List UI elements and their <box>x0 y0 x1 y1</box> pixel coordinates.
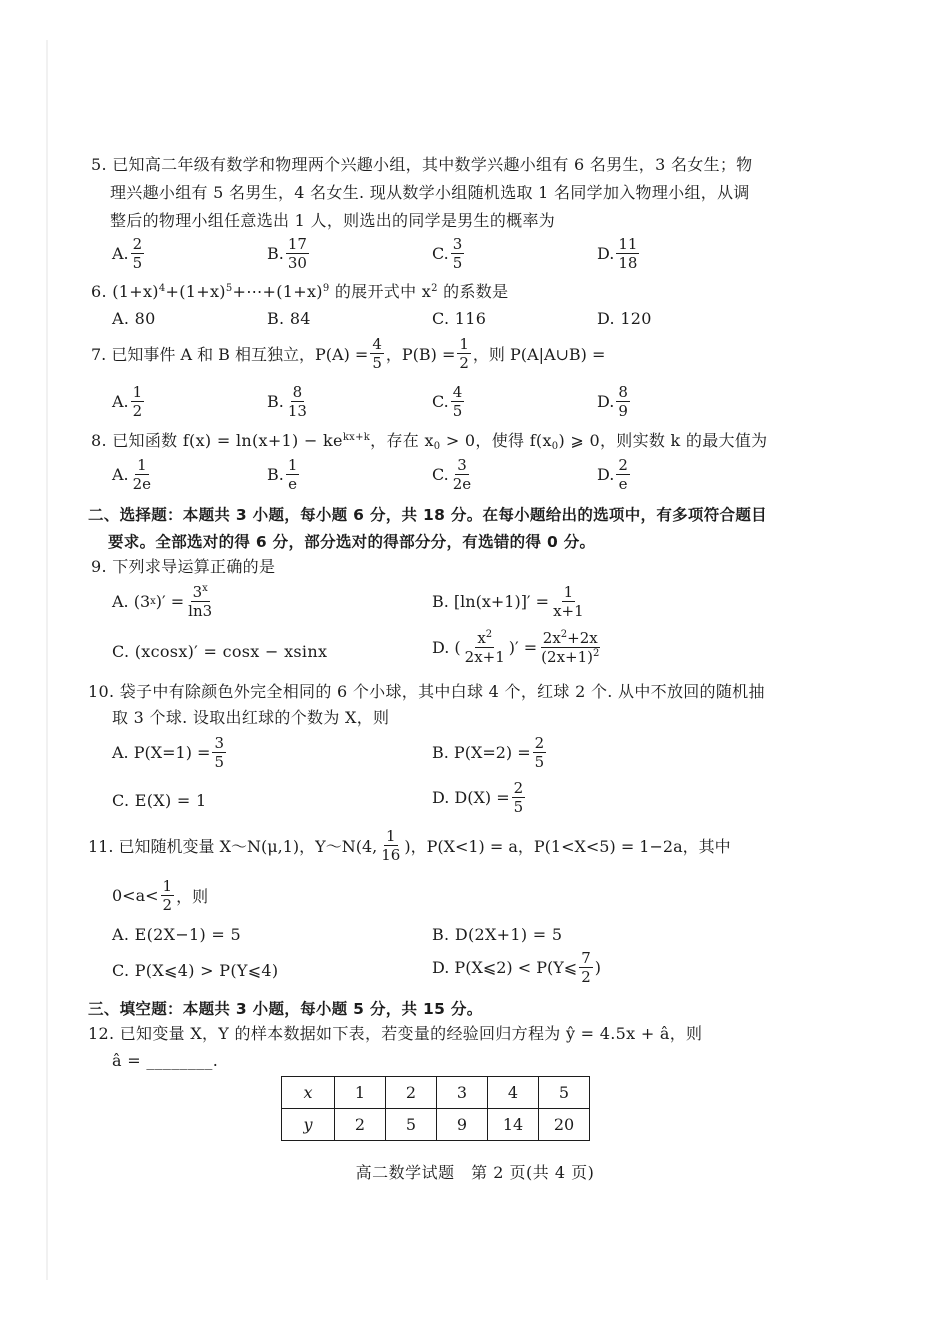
q6-option-b: B. 84 <box>267 309 311 328</box>
q11-option-c: C. P(X⩽4) > P(Y⩽4) <box>112 961 279 980</box>
q5-option-c: C. $\frac{3}{5}$ <box>432 235 463 272</box>
scan-edge <box>46 40 48 1280</box>
q6-option-a: A. 80 <box>112 309 156 328</box>
q8-option-a: A. $\frac{1}{2e}$ <box>112 456 152 493</box>
q12-line1: 12. 已知变量 X，Y 的样本数据如下表，若变量的经验回归方程为 ŷ = 4.5x + â，则 <box>88 1024 703 1043</box>
section2-heading-line1: 二、选择题：本题共 3 小题，每小题 6 分，共 18 分。在每小题给出的选项中，有多项符合题目 <box>88 506 767 524</box>
table-cell: 20 <box>539 1109 590 1141</box>
q6-option-d: D. 120 <box>597 309 652 328</box>
section3-heading: 三、填空题：本题共 3 小题，每小题 5 分，共 15 分。 <box>88 1000 483 1018</box>
q8-stem: 8. 已知函数 $f(x) = \ln(x+1) - ke^{kx+k}$，存在 $x_0 > 0$，使得 $f(x_0)$ ⩾ 0，则实数 k 的最大值为 <box>91 431 768 452</box>
q5-line2: 理兴趣小组有 5 名男生，4 名女生. 现从数学小组随机选取 1 名同学加入物理小组，从调 <box>110 183 750 202</box>
q11-option-d: D. P(X⩽2) < P(Y⩽ $\frac{7}{2}$ ) <box>432 949 602 986</box>
q10-line2: 取 3 个球. 设取出红球的个数为 X，则 <box>112 708 390 727</box>
q8-option-c: C. $\frac{3}{2e}$ <box>432 456 472 493</box>
q5-line3: 整后的物理小组任意选出 1 人，则选出的同学是男生的概率为 <box>110 211 556 230</box>
sample-data-table <box>281 1076 590 1141</box>
table-cell: y <box>282 1109 335 1141</box>
q9-option-a: A. (3 x )′ = $\frac{3^x}{\ln 3}$ <box>112 583 213 620</box>
table-cell: 2 <box>386 1077 437 1109</box>
q7-option-d: D. $\frac{8}{9}$ <box>597 383 628 420</box>
section2-heading-line2: 要求。全部选对的得 6 分，部分选对的得部分分，有选错的得 0 分。 <box>108 533 596 551</box>
table-cell: 5 <box>386 1109 437 1141</box>
q7-option-c: C. $\frac{4}{5}$ <box>432 383 463 420</box>
q6-stem: 6. $(1+x)^4+(1+x)^5+\cdots+(1+x)^9$ 的展开式中 $x^2$ 的系数是 <box>91 282 509 301</box>
table-cell: 14 <box>488 1109 539 1141</box>
q9-option-d: D. ( $\frac{x^2}{2x+1}$ )′ = $\frac{2x^2+2x}{(2x+1)^2}$ <box>432 629 600 666</box>
q11-stem-line2: 0<a< $\frac{1}{2}$ ，则 <box>112 877 209 914</box>
q5-option-d: D. $\frac{11}{18}$ <box>597 235 638 272</box>
q7-stem: 7. 已知事件 A 和 B 相互独立，P(A) = $\frac{4}{5}$ ，P(B) = $\frac{1}{2}$ ，则 P(A|A∪B) = <box>91 335 606 372</box>
q11-option-a: A. E(2X−1) = 5 <box>112 925 242 944</box>
q9-option-c: C. (xcosx)′ = cosx − xsinx <box>112 642 328 661</box>
table-row <box>282 1077 590 1109</box>
table-cell: 4 <box>488 1077 539 1109</box>
table-cell: 2 <box>335 1109 386 1141</box>
table-row <box>282 1109 590 1141</box>
q5-option-b: B. $\frac{17}{30}$ <box>267 235 307 272</box>
q10-option-a: A. P(X=1) = $\frac{3}{5}$ <box>112 734 224 771</box>
table-cell: 5 <box>539 1077 590 1109</box>
table-cell: 9 <box>437 1109 488 1141</box>
table-cell: x <box>282 1077 335 1109</box>
q5-line1: 5. 已知高二年级有数学和物理两个兴趣小组，其中数学兴趣小组有 6 名男生，3 名女生；物 <box>91 155 753 174</box>
q7-option-a: A. $\frac{1}{2}$ <box>112 383 143 420</box>
q6-option-c: C. 116 <box>432 309 487 328</box>
q10-line1: 10. 袋子中有除颜色外完全相同的 6 个小球，其中白球 4 个，红球 2 个. 从中不放回的随机抽 <box>88 682 765 701</box>
q12-line2: â = ________. <box>112 1051 219 1070</box>
q9-stem: 9. 下列求导运算正确的是 <box>91 557 276 576</box>
q10-option-b: B. P(X=2) = $\frac{2}{5}$ <box>432 734 545 771</box>
table-cell: 3 <box>437 1077 488 1109</box>
page-footer: 高二数学试题 第 2 页(共 4 页) <box>355 1163 595 1182</box>
q8-option-b: B. $\frac{1}{e}$ <box>267 456 298 493</box>
q5-option-a: A. $\frac{2}{5}$ <box>112 235 143 272</box>
q7-option-b: B. $\frac{8}{13}$ <box>267 383 307 420</box>
q10-option-c: C. E(X) = 1 <box>112 791 207 810</box>
q11-option-b: B. D(2X+1) = 5 <box>432 925 563 944</box>
table-cell: 1 <box>335 1077 386 1109</box>
q9-option-b: B. [ln(x+1)]′ = $\frac{1}{x+1}$ <box>432 583 584 620</box>
q8-option-d: D. $\frac{2}{e}$ <box>597 456 628 493</box>
q10-option-d: D. D(X) = $\frac{2}{5}$ <box>432 779 524 816</box>
q11-stem: 11. 已知随机变量 X～N(μ,1)，Y～N(4, $\frac{1}{16}$ )，P(X<1) = a，P(1<X<5) = 1−2a，其中 <box>88 827 731 864</box>
